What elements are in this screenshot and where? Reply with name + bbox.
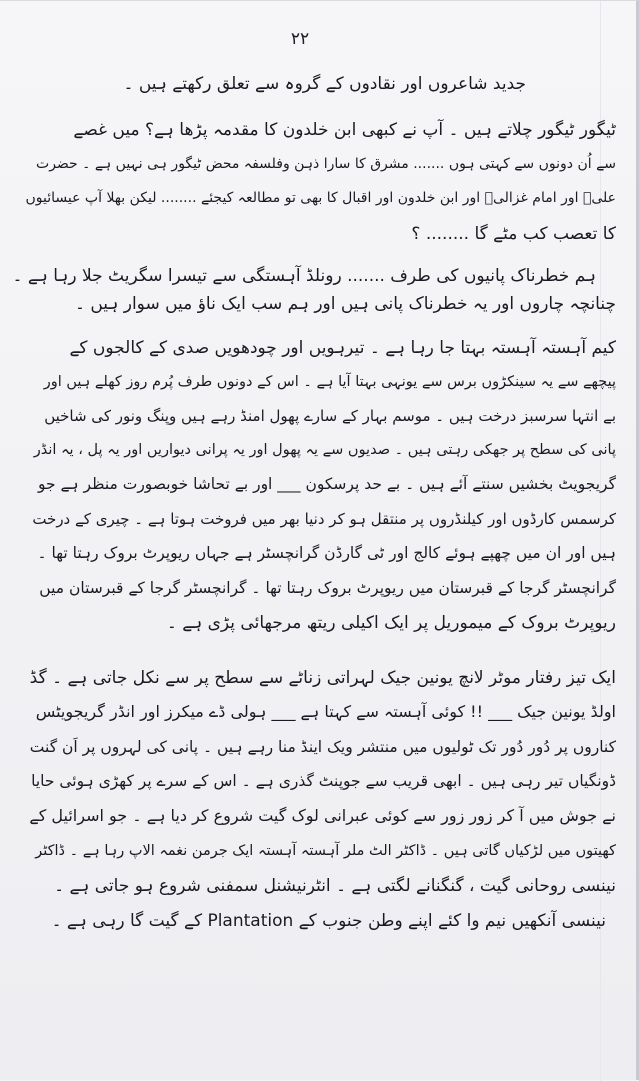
- text-line: علیؓ اور امام غزالیؒ اور ابن خلدون اور اقبال کا بھی تو مطالعہ کیجئے ........ لیکن بھلا آپ عیسائیوں: [25, 190, 616, 206]
- text-line: ایک تیز رفتار موٹر لانچ یونین جیک لہراتی زناٹے سے سطح پر سے نکل جاتی ہے ۔ گڈ: [29, 668, 616, 688]
- text-line: پیچھے سے یہ سینکڑوں برس سے یونہی بہتا آیا ہے ۔ اس کے دونوں طرف پُرم روز کھلے ہیں اور: [43, 374, 616, 390]
- text-line: نے جوش میں آ کر زور زور سے کوئی عبرانی لوک گیت شروع کر دیا ہے ۔ جو اسرائیل کے: [29, 806, 616, 825]
- text-line: اولڈ یونین جیک ___ !! کوئی آہستہ سے کہتا ہے ___ ہولی ڈے میکرز اور انڈر گریجویٹس: [35, 702, 616, 721]
- text-line: ریوپرٹ بروک کے میموریل پر ایک اکیلی ریتھ مرجھائی پڑی ہے ۔: [166, 613, 616, 633]
- text-line: ہیں اور ان میں چھپے ہوئے کالج اور ٹی گارڈن گرانچسٹر ہے جہاں ریوپرٹ بروک رہتا تھا ۔: [37, 544, 616, 562]
- text-line: ڈونگیاں تیر رہی ہیں ۔ ابھی قریب سے جوپنٹ گذری ہے ۔ اس کے سرے پر کھڑی ہوئی حایا: [31, 772, 616, 790]
- text-line: نینسی روحانی گیت ، گنگنانے لگتی ہے ۔ انٹرنیشنل سمفنی شروع ہو جاتی ہے ۔: [54, 876, 616, 896]
- text-line: ہم خطرناک پانیوں کی طرف ....... رونلڈ آہستگی سے تیسرا سگریٹ جلا رہا ہے ۔: [12, 266, 596, 286]
- text-line: سے اُن دونوں سے کہتی ہوں ....... مشرق کا سارا ذہن وفلسفہ محض ٹیگور ہی نہیں ہے ۔ حضرت: [36, 156, 616, 172]
- text-line: گریجویٹ بخشیں سنتے آئے ہیں ۔ بے حد پرسکون ___ اور بے تحاشا خوبصورت منظر ہے جو: [37, 475, 616, 493]
- text-line: کرسمس کارڈوں اور کیلنڈروں پر منتقل ہو کر دنیا بھر میں فروخت ہوتا ہے ۔ چیری کے درخت: [32, 510, 616, 528]
- text-line: نینسی آنکھیں نیم وا کئے اپنے وطن جنوب کے Plantation کے گیت گا رہی ہے ۔: [51, 911, 606, 931]
- text-line: پانی کی سطح پر جھکی رہتی ہیں ۔ صدیوں سے یہ پھول اور یہ پرانی دیواریں اور یہ پل ، یہ انڈر: [33, 442, 616, 458]
- text-line: بے انتہا سرسبز درخت ہیں ۔ موسم بہار کے سارے پھول امنڈ رہے ہیں وپنگ ونور کی شاخیں: [44, 407, 616, 425]
- text-line: کیم آہستہ آہستہ بہتا جا رہا ہے ۔ تیرہویں اور چودھویں صدی کے کالجوں کے: [69, 338, 616, 358]
- text-line: کناروں پر دُور دُور تک ٹولیوں میں منتشر ویک اینڈ منا رہے ہیں ۔ پانی کی لہروں پر اَن گنت: [29, 738, 616, 756]
- text-line: چنانچہ چاروں اور یہ خطرناک پانی ہیں اور ہم سب ایک ناؤ میں سوار ہیں ۔: [74, 294, 616, 314]
- text-line: گرانچسٹر گرجا کے قبرستان میں ریوپرٹ بروک رہتا تھا ۔ گرانچسٹر گرجا کے قبرستان میں: [39, 579, 616, 597]
- page-number: ۲۲: [290, 29, 310, 49]
- text-line: جدید شاعروں اور نقادوں کے گروہ سے تعلق رکھتے ہیں ۔: [123, 74, 526, 94]
- text-line: ٹیگور ٹیگور چلاتے ہیں ۔ آپ نے کبھی ابن خلدون کا مقدمہ پڑھا ہے؟ میں غصے: [73, 120, 616, 140]
- text-line: کھیتوں میں لڑکیاں گاتی ہیں ۔ ڈاکٹر الٹ ملر آہستہ آہستہ ایک جرمن نغمہ الاپ رہا ہے ۔ ڈاکٹر: [35, 843, 616, 859]
- text-line: کا تعصب کب مٹے گا ........ ؟: [411, 224, 616, 244]
